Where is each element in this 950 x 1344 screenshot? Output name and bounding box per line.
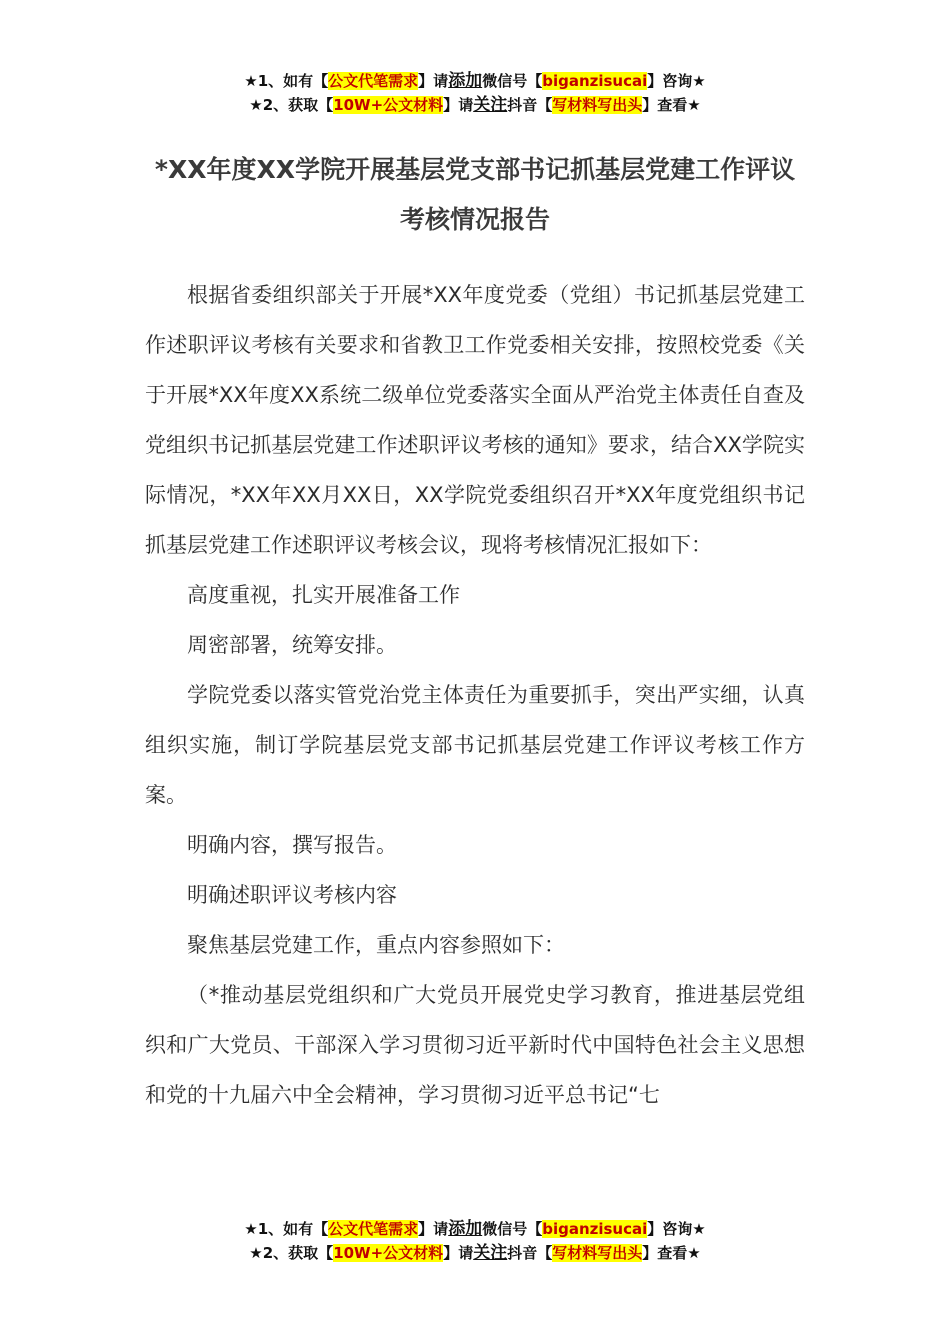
promo-highlight: 写材料写出头	[552, 96, 643, 114]
promo-line-2	[0, 93, 950, 117]
document-title: *XX年度XX学院开展基层党支部书记抓基层党建工作评议考核情况报告	[154, 155, 796, 234]
paragraph: 周密部署，统筹安排。	[187, 633, 397, 657]
paragraph: 聚焦基层党建工作，重点内容参照如下：	[187, 933, 565, 957]
promo-highlight: 公文代笔需求	[328, 72, 419, 90]
promo-text: 】请	[418, 1220, 449, 1238]
promo-text: 】咨询★	[647, 72, 706, 90]
promo-emphasis: 添加	[448, 1219, 483, 1239]
promo-text: ★1、如有【	[244, 72, 329, 90]
document-body	[145, 270, 805, 1120]
promo-highlight: biganzisucai	[542, 72, 648, 90]
promo-highlight: 写材料写出头	[552, 1244, 643, 1262]
promo-text: ★2、获取【	[249, 96, 334, 114]
promo-text: 】请	[418, 72, 449, 90]
footer-promo-banner	[0, 1217, 950, 1265]
paragraph: 学院党委以落实管党治党主体责任为重要抓手，突出严实细，认真组织实施，制订学院基层党支部书记抓基层党建工作评议考核工作方案。	[145, 683, 805, 807]
paragraph: 高度重视，扎实开展准备工作	[187, 583, 460, 607]
promo-text: 抖音【	[507, 96, 553, 114]
promo-emphasis: 添加	[448, 71, 483, 91]
promo-line-1	[0, 1217, 950, 1241]
promo-text: 】请	[443, 1244, 474, 1262]
promo-text: ★2、获取【	[249, 1244, 334, 1262]
promo-emphasis: 关注	[473, 95, 508, 115]
promo-text: 】请	[443, 96, 474, 114]
promo-text: 抖音【	[507, 1244, 553, 1262]
paragraph: （*推动基层党组织和广大党员开展党史学习教育，推进基层党组织和广大党员、干部深入学习贯彻习近平新时代中国特色社会主义思想和党的十九届六中全会精神，学习贯彻习近平总书记“七	[145, 983, 805, 1107]
promo-text: 】咨询★	[647, 1220, 706, 1238]
promo-highlight: 10W+公文材料	[333, 96, 444, 114]
header-promo-banner	[0, 69, 950, 117]
promo-line-1	[0, 69, 950, 93]
promo-text: ★1、如有【	[244, 1220, 329, 1238]
promo-text: 】查看★	[642, 1244, 701, 1262]
paragraph: 明确述职评议考核内容	[187, 883, 397, 907]
paragraph: 明确内容，撰写报告。	[187, 833, 397, 857]
promo-text: 】查看★	[642, 96, 701, 114]
promo-line-2	[0, 1241, 950, 1265]
promo-emphasis: 关注	[473, 1243, 508, 1263]
paragraph: 根据省委组织部关于开展*XX年度党委（党组）书记抓基层党建工作述职评议考核有关要求和省教卫工作党委相关安排，按照校党委《关于开展*XX年度XX系统二级单位党委落实全面从严治党主体责任自查及党组织书记抓基层党建工作述职评议考核的通知》要求，结合XX学院实际情况，*XX年XX月XX日，XX学院党委组织召开*XX年度党组织书记抓基层党建工作述职评议考核会议，现将考核情况汇报如下：	[145, 283, 805, 557]
promo-text: 微信号【	[482, 1220, 543, 1238]
promo-highlight: biganzisucai	[542, 1220, 648, 1238]
promo-text: 微信号【	[482, 72, 543, 90]
promo-highlight: 公文代笔需求	[328, 1220, 419, 1238]
promo-highlight: 10W+公文材料	[333, 1244, 444, 1262]
